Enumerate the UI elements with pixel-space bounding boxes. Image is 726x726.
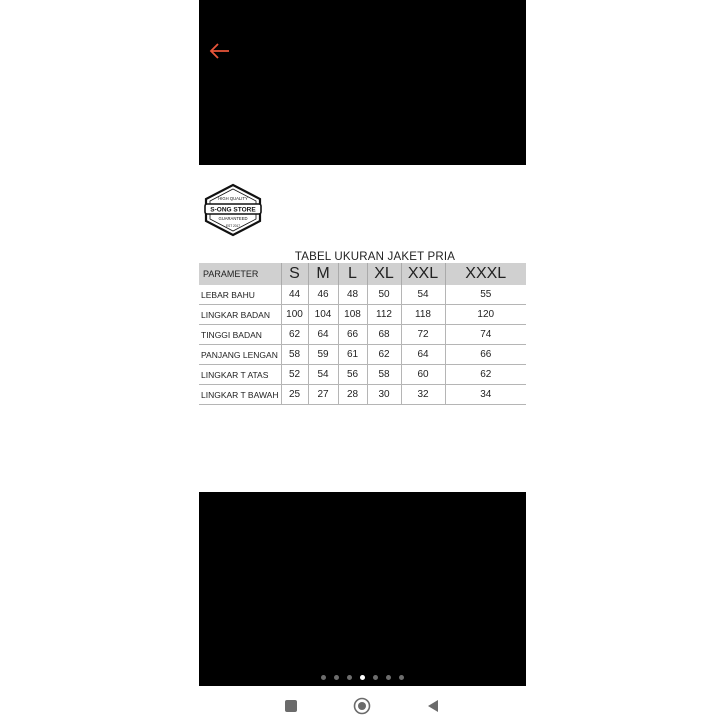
table-row [199, 345, 526, 365]
table-cell: 64 [308, 325, 338, 345]
table-row [199, 365, 526, 385]
table-cell: 62 [445, 365, 526, 385]
table-cell: 50 [367, 285, 401, 305]
table-cell: 100 [281, 305, 308, 325]
carousel-dot[interactable] [373, 675, 378, 680]
table-header-cell: M [308, 263, 338, 285]
system-nav-bar [199, 686, 526, 726]
row-label: TINGGI BADAN [199, 325, 281, 345]
carousel-dot-active[interactable] [360, 675, 365, 680]
table-cell: 118 [401, 305, 445, 325]
row-label: LINGKAR T BAWAH [199, 385, 281, 405]
logo-top-text: HIGH QUALITY [218, 196, 248, 201]
table-header-cell: L [338, 263, 367, 285]
carousel-dot[interactable] [399, 675, 404, 680]
row-label: LEBAR BAHU [199, 285, 281, 305]
logo-name: S-ONG STORE [210, 206, 256, 214]
table-cell: 56 [338, 365, 367, 385]
carousel-dot[interactable] [347, 675, 352, 680]
bottom-black-area [199, 492, 526, 686]
table-cell: 66 [445, 345, 526, 365]
carousel-dot[interactable] [321, 675, 326, 680]
table-cell: 108 [338, 305, 367, 325]
table-header-cell: XXXL [445, 263, 526, 285]
table-cell: 74 [445, 325, 526, 345]
table-cell: 62 [281, 325, 308, 345]
store-logo [203, 183, 263, 237]
table-cell: 25 [281, 385, 308, 405]
table-cell: 54 [401, 285, 445, 305]
table-cell: 112 [367, 305, 401, 325]
table-cell: 55 [445, 285, 526, 305]
table-cell: 44 [281, 285, 308, 305]
logo-bottom-text: GUARANTEED [218, 216, 248, 221]
table-cell: 64 [401, 345, 445, 365]
table-cell: 32 [401, 385, 445, 405]
table-cell: 59 [308, 345, 338, 365]
table-cell: 27 [308, 385, 338, 405]
home-icon[interactable] [352, 696, 372, 716]
size-table [199, 263, 526, 405]
table-cell: 52 [281, 365, 308, 385]
row-label: LINGKAR T ATAS [199, 365, 281, 385]
table-cell: 34 [445, 385, 526, 405]
row-label: PANJANG LENGAN [199, 345, 281, 365]
table-cell: 58 [367, 365, 401, 385]
table-title [199, 251, 526, 263]
table-cell: 54 [308, 365, 338, 385]
row-label: LINGKAR BADAN [199, 305, 281, 325]
table-cell: 72 [401, 325, 445, 345]
table-row [199, 385, 526, 405]
table-header-row [199, 263, 526, 285]
table-cell: 58 [281, 345, 308, 365]
table-row [199, 325, 526, 345]
table-header-cell: XXL [401, 263, 445, 285]
table-cell: 61 [338, 345, 367, 365]
carousel-dot[interactable] [334, 675, 339, 680]
table-cell: 60 [401, 365, 445, 385]
carousel-dot[interactable] [386, 675, 391, 680]
image-viewer [199, 0, 526, 726]
table-cell: 68 [367, 325, 401, 345]
table-cell: 28 [338, 385, 367, 405]
table-cell: 30 [367, 385, 401, 405]
table-header-cell: PARAMETER [199, 263, 281, 285]
table-cell: 104 [308, 305, 338, 325]
table-cell: 48 [338, 285, 367, 305]
carousel-indicator [199, 675, 526, 683]
table-cell: 66 [338, 325, 367, 345]
table-row [199, 305, 526, 325]
top-black-area [199, 0, 526, 165]
table-header-cell: XL [367, 263, 401, 285]
table-header-cell: S [281, 263, 308, 285]
table-cell: 62 [367, 345, 401, 365]
logo-est: EST 2017 [225, 224, 241, 228]
table-cell: 120 [445, 305, 526, 325]
table-cell: 46 [308, 285, 338, 305]
recent-apps-icon[interactable] [281, 696, 301, 716]
table-title-text: TABEL UKURAN JAKET PRIA [294, 251, 456, 263]
back-nav-icon[interactable] [423, 696, 443, 716]
back-arrow-icon[interactable] [207, 38, 233, 64]
table-row [199, 285, 526, 305]
